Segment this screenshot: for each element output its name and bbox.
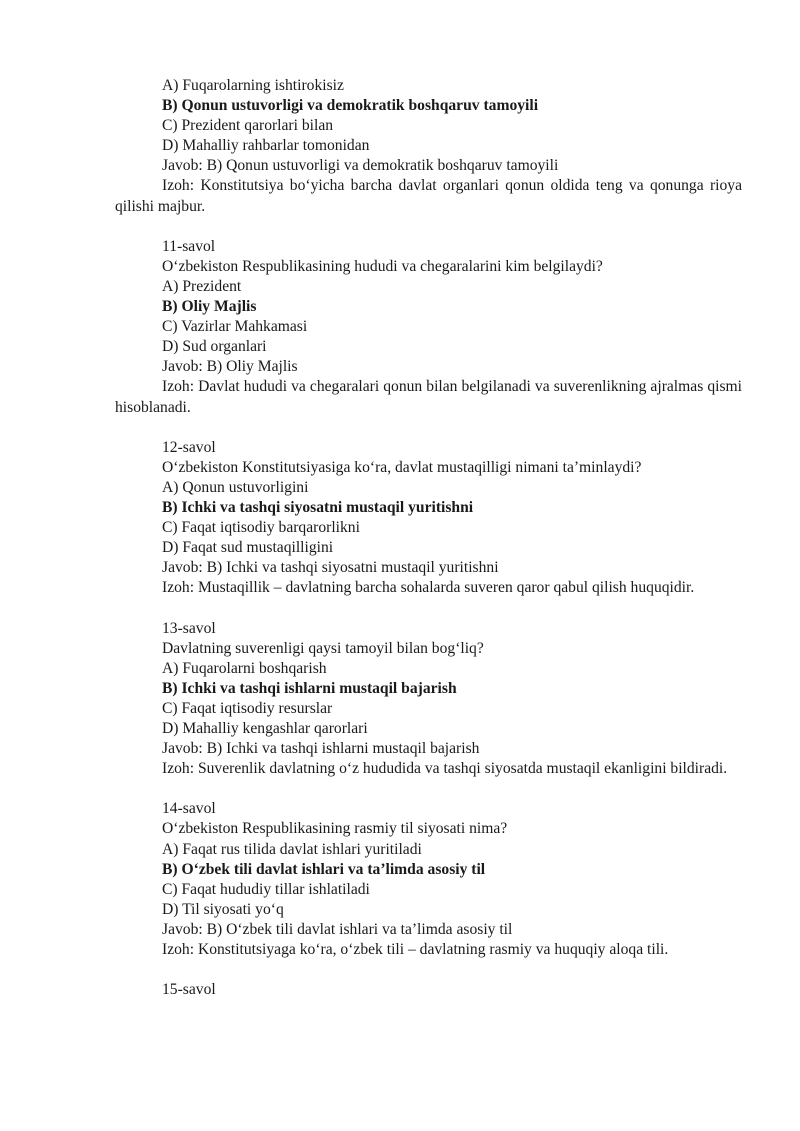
option-b-correct: B) O‘zbek tili davlat ishlari va ta’limda asosiy til xyxy=(162,860,486,878)
question-block-13 xyxy=(115,619,742,780)
question-number: 11-savol xyxy=(162,237,216,255)
question-block-intro xyxy=(115,76,742,217)
answer-line: Javob: B) O‘zbek tili davlat ishlari va ta’limda asosiy til xyxy=(162,920,513,938)
option-c: C) Vazirlar Mahkamasi xyxy=(162,318,308,336)
question-text: O‘zbekiston Konstitutsiyasiga ko‘ra, davlat mustaqilligi nimani ta’minlaydi? xyxy=(162,458,642,476)
option-b-correct: B) Qonun ustuvorligi va demokratik boshqaruv tamoyili xyxy=(162,97,539,115)
explanation-paragraph: Izoh: Davlat hududi va chegaralari qonun bilan belgilanadi va suverenlikning ajralmas qismi hisoblanadi. xyxy=(115,378,742,416)
explanation-paragraph: Izoh: Konstitutsiyaga ko‘ra, o‘zbek tili – davlatning rasmiy va huquqiy aloqa tili. xyxy=(162,941,669,959)
option-d: D) Sud organlari xyxy=(162,338,267,356)
option-d: D) Mahalliy kengashlar qarorlari xyxy=(162,720,368,737)
explanation-paragraph: Izoh: Mustaqillik – davlatning barcha sohalarda suveren qaror qabul qilish huquqidir. xyxy=(162,579,695,597)
question-text: O‘zbekiston Respublikasining hududi va chegaralarini kim belgilaydi? xyxy=(162,257,603,275)
option-a: A) Faqat rus tilida davlat ishlari yuritiladi xyxy=(162,840,422,858)
question-block-11 xyxy=(115,237,742,418)
question-text: Davlatning suverenligi qaysi tamoyil bilan bog‘liq? xyxy=(162,639,484,657)
option-c: C) Faqat iqtisodiy resurslar xyxy=(162,699,333,717)
question-number: 15-savol xyxy=(162,981,216,999)
answer-line: Javob: B) Ichki va tashqi ishlarni mustaqil bajarish xyxy=(162,740,480,758)
answer-line: Javob: B) Oliy Majlis xyxy=(162,358,298,376)
option-a: A) Fuqarolarni boshqarish xyxy=(162,659,327,677)
question-number: 14-savol xyxy=(162,800,216,818)
question-block-15 xyxy=(115,980,742,1000)
option-c: C) Faqat hududiy tillar ishlatiladi xyxy=(162,880,370,898)
option-d: D) Faqat sud mustaqilligini xyxy=(162,539,334,557)
question-number: 13-savol xyxy=(162,619,216,637)
option-b-correct: B) Ichki va tashqi siyosatni mustaqil yuritishni xyxy=(162,498,474,516)
option-a: A) Fuqarolarning ishtirokisiz xyxy=(162,77,344,94)
explanation-paragraph: Izoh: Suverenlik davlatning o‘z hududida va tashqi siyosatda mustaqil ekanligini bildiradi. xyxy=(162,760,728,778)
option-b-correct: B) Oliy Majlis xyxy=(162,298,257,316)
answer-line: Javob: B) Ichki va tashqi siyosatni mustaqil yuritishni xyxy=(162,559,499,577)
question-number: 12-savol xyxy=(162,438,216,456)
option-a: A) Prezident xyxy=(162,277,242,295)
document-content xyxy=(115,76,742,1000)
option-d: D) Mahalliy rahbarlar tomonidan xyxy=(162,137,370,155)
option-c: C) Prezident qarorlari bilan xyxy=(162,117,334,135)
question-text: O‘zbekiston Respublikasining rasmiy til siyosati nima? xyxy=(162,820,508,838)
question-block-12 xyxy=(115,438,742,599)
option-a: A) Qonun ustuvorligini xyxy=(162,478,309,496)
option-b-correct: B) Ichki va tashqi ishlarni mustaqil bajarish xyxy=(162,679,457,697)
question-block-14 xyxy=(115,799,742,960)
option-c: C) Faqat iqtisodiy barqarorlikni xyxy=(162,519,360,537)
option-d: D) Til siyosati yo‘q xyxy=(162,900,284,918)
explanation-paragraph: Izoh: Konstitutsiya bo‘yicha barcha davlat organlari qonun oldida teng va qonunga rioya qilishi majbur. xyxy=(115,177,742,215)
answer-line: Javob: B) Qonun ustuvorligi va demokratik boshqaruv tamoyili xyxy=(162,157,559,175)
